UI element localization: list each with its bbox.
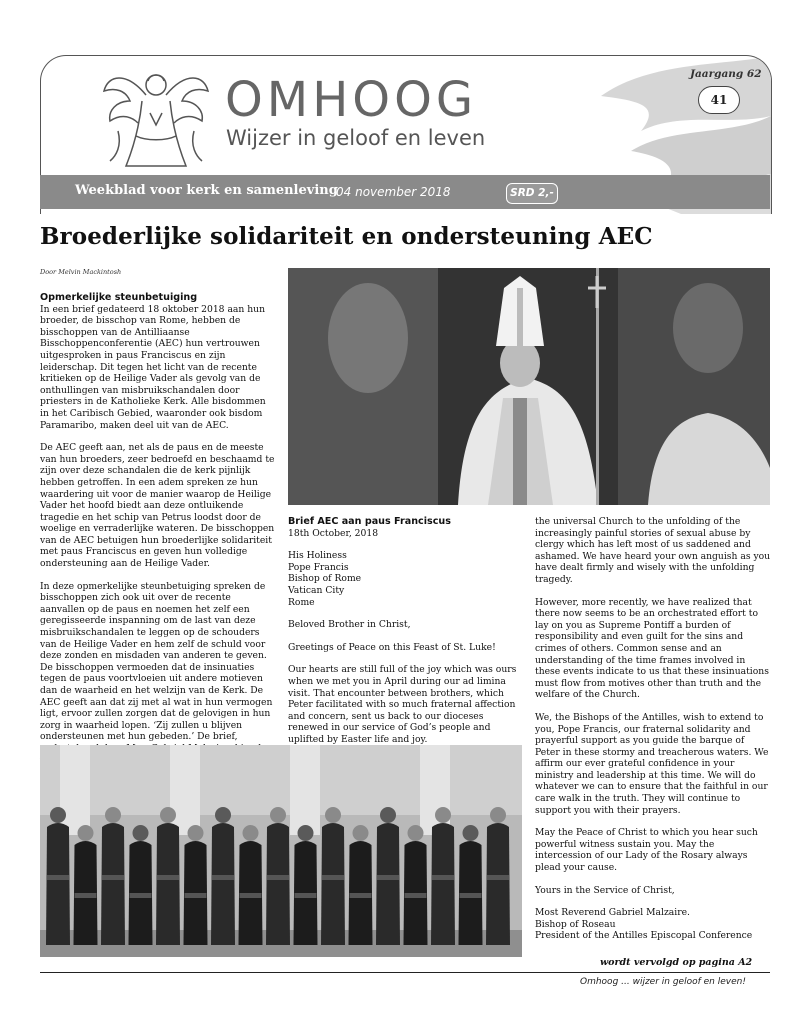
issue-badge: 41: [698, 86, 740, 114]
greeting: Greetings of Peace on this Feast of St. Luke!: [288, 641, 496, 653]
address-line: His Holiness: [288, 550, 347, 562]
letter-address: [288, 550, 523, 608]
pope-photo: [288, 268, 770, 505]
article-column-3: [535, 516, 771, 953]
signature-line: Most Reverend Gabriel Malzaire.: [535, 907, 690, 919]
paragraph: Our hearts are still full of the joy which was ours when we met you in April during our ad limina visit. That encounter between brothers, which Peter facilitated with so much fraternal affection and concern, sent us back to our dioceses renewed in our service of God’s people and uplifted by Easter life and joy.: [288, 664, 517, 745]
paragraph: However, more recently, we have realized that there now seems to be an orchestrated effort to lay on you as Supreme Pontiff a burden of responsibility and even guilt for the sins and crimes of others. Common sense and an understanding of the time frames involved in these events indicate to us that these insinuations must flow from motives other than truth and the welfare of the Church.: [535, 596, 769, 701]
address-line: Rome: [288, 596, 315, 608]
footer-divider: [40, 972, 770, 973]
letter-heading: Brief AEC aan paus Franciscus: [288, 516, 451, 527]
paragraph: In deze opmerkelijke steunbetuiging spreken de bisschoppen zich ook uit over de recente aanvallen op de paus en noemen het zelf een geregisseerde inspanning om de last van deze misbruikschandalen te leggen op de schouders van de Heilige Vader en hem zelf de schuld voor deze zonden en misdaden van anderen te geven. De bisschoppen vermoeden dat de insinuaties tegen de paus voortvloeien uit andere motieven dan de waarheid en het welzijn van de Kerk. De AEC geeft aan dat zij met al wat in hun vermogen ligt, ervoor zullen zorgen dat de gelovigen in hun zorg in waarheid lopen. ‘Zij zullen u blijven ondersteunen met hun gebeden.’ De brief,: [40, 580, 273, 743]
article-column-2: [288, 516, 523, 779]
publication-subtitle: Wijzer in geloof en leven: [226, 126, 486, 150]
address-line: Vatican City: [288, 584, 345, 596]
volume-label: Jaargang 62: [690, 68, 762, 80]
price-badge: SRD 2,-: [506, 183, 558, 204]
closing: Yours in the Service of Christ,: [535, 884, 675, 896]
signature-block: [535, 907, 771, 942]
angel-logo-icon: [96, 61, 216, 176]
article-headline: Broederlijke solidariteit en ondersteuning AEC: [40, 223, 653, 250]
footer-slogan: Omhoog ... wijzer in geloof en leven!: [580, 977, 746, 987]
paragraph: De AEC geeft aan, net als de paus en de meeste van hun broeders, zeer bedroefd en beschaamd te zijn over deze schandalen die de kerk pijnlijk hebben getroffen. In een adem spreken ze hun waardering uit voor de manier waarop de Heilige Vader het hoofd biedt aan deze ontluikende tragedie en het schip van Petrus loodst door de woelige en verraderlijke wateren. De bisschoppen van de AEC betuigen hun broederlijke solidariteit met paus Franciscus en geven hun volledige ondersteuning aan de Heilige Vader.: [40, 442, 275, 570]
banner-tagline: Weekblad voor kerk en samenleving: [75, 183, 338, 198]
continued-notice: wordt vervolgd op pagina A2: [600, 957, 753, 968]
salutation: Beloved Brother in Christ,: [288, 619, 411, 631]
article-column-1: [40, 292, 276, 800]
signature-line: Bishop of Roseau: [535, 918, 616, 930]
paragraph: In een brief gedateerd 18 oktober 2018 aan hun broeder, de bisschop van Rome, hebben de bisschoppen van de Antilliaanse Bisschoppenconferentie (AEC) hun vertrouwen uitgesproken in paus Franciscus en zijn leiderschap. Dit tegen het licht van de recente kritieken op de Heilige Vader als gevolg van de onthullingen van misbruikschandalen door priesters in de Katholieke Kerk. Alle bisdommen in het Caribisch Gebied, waaronder ook bisdom Paramaribo, maken deel uit van de AEC.: [40, 303, 266, 431]
bishops-group-photo: [40, 745, 522, 957]
section-heading: Opmerkelijke steunbetuiging: [40, 292, 198, 303]
signature-line: President of the Antilles Episcopal Conference: [535, 930, 753, 942]
letter-date: 18th October, 2018: [288, 527, 379, 539]
issue-date: 04 november 2018: [336, 185, 451, 199]
address-line: Bishop of Rome: [288, 573, 362, 585]
paragraph: We, the Bishops of the Antilles, wish to extend to you, Pope Francis, our fraternal solidarity and prayerful support as you guide the barque of Peter in these stormy and treacherous waters. We affirm our ever grateful confidence in your ministry and leadership at this time. We will do whatever we can to ensure that the faithful in our care walk in the truth. They will continue to support you with their prayers.: [535, 711, 769, 816]
paragraph: May the Peace of Christ to which you hear such powerful witness sustain you. May the intercession of our Lady of the Rosary always plead your cause.: [535, 827, 758, 874]
publication-title: OMHOOG: [225, 72, 478, 128]
address-line: Pope Francis: [288, 561, 349, 573]
byline: Door Melvin Mackintosh: [40, 268, 122, 276]
paragraph: the universal Church to the unfolding of the increasingly painful stories of sexual abuse by clergy which has left most of us saddened and ashamed. We have heard your own anguish as you have dealt firmly and wisely with the unfolding tragedy.: [535, 516, 771, 585]
